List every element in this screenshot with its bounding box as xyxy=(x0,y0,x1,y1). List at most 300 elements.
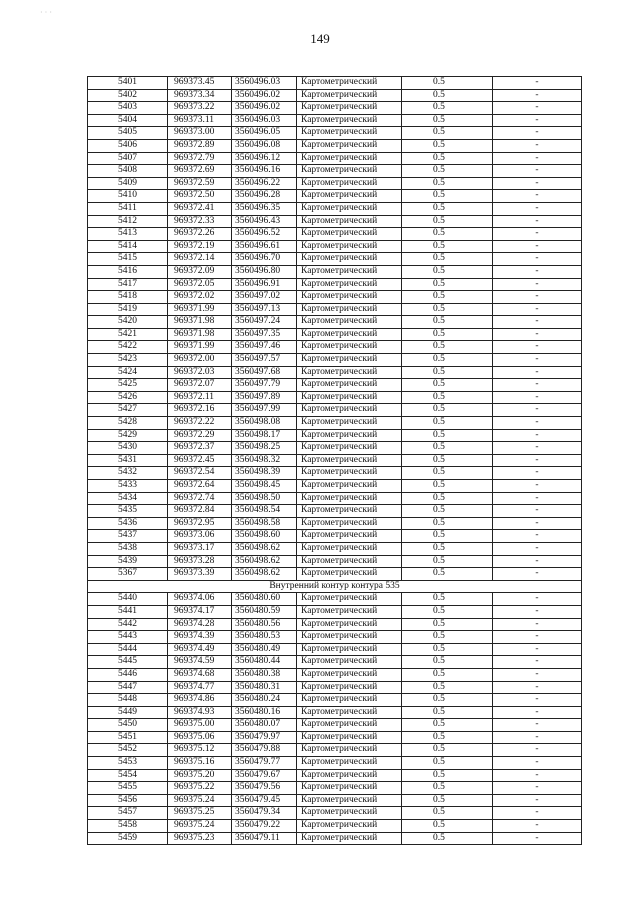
method-cell: Картометрический xyxy=(297,517,402,530)
table-row xyxy=(88,404,582,417)
note-cell: - xyxy=(493,404,582,417)
point-number-cell: 5453 xyxy=(88,757,168,770)
point-number-cell: 5407 xyxy=(88,152,168,165)
x-coordinate-cell: 969375.16 xyxy=(168,757,232,770)
y-coordinate-cell: 3560479.56 xyxy=(232,782,297,795)
table-row xyxy=(88,631,582,644)
table-row xyxy=(88,89,582,102)
x-coordinate-cell: 969374.28 xyxy=(168,618,232,631)
note-cell: - xyxy=(493,668,582,681)
note-cell: - xyxy=(493,316,582,329)
point-number-cell: 5442 xyxy=(88,618,168,631)
note-cell: - xyxy=(493,656,582,669)
y-coordinate-cell: 3560496.22 xyxy=(232,177,297,190)
table-row xyxy=(88,530,582,543)
method-cell: Картометрический xyxy=(297,391,402,404)
point-number-cell: 5404 xyxy=(88,114,168,127)
method-cell: Картометрический xyxy=(297,341,402,354)
table-row xyxy=(88,480,582,493)
point-number-cell: 5434 xyxy=(88,492,168,505)
method-cell: Картометрический xyxy=(297,278,402,291)
point-number-cell: 5423 xyxy=(88,354,168,367)
point-number-cell: 5402 xyxy=(88,89,168,102)
y-coordinate-cell: 3560496.80 xyxy=(232,265,297,278)
accuracy-cell: 0.5 xyxy=(402,341,493,354)
point-number-cell: 5430 xyxy=(88,442,168,455)
table-row xyxy=(88,731,582,744)
method-cell: Картометрический xyxy=(297,77,402,90)
x-coordinate-cell: 969373.34 xyxy=(168,89,232,102)
method-cell: Картометрический xyxy=(297,631,402,644)
note-cell: - xyxy=(493,505,582,518)
y-coordinate-cell: 3560498.50 xyxy=(232,492,297,505)
table-row xyxy=(88,228,582,241)
method-cell: Картометрический xyxy=(297,316,402,329)
point-number-cell: 5414 xyxy=(88,240,168,253)
table-row xyxy=(88,341,582,354)
y-coordinate-cell: 3560497.89 xyxy=(232,391,297,404)
y-coordinate-cell: 3560479.88 xyxy=(232,744,297,757)
point-number-cell: 5437 xyxy=(88,530,168,543)
point-number-cell: 5452 xyxy=(88,744,168,757)
point-number-cell: 5439 xyxy=(88,555,168,568)
note-cell: - xyxy=(493,643,582,656)
y-coordinate-cell: 3560497.57 xyxy=(232,354,297,367)
method-cell: Картометрический xyxy=(297,681,402,694)
note-cell: - xyxy=(493,605,582,618)
y-coordinate-cell: 3560497.79 xyxy=(232,379,297,392)
note-cell: - xyxy=(493,454,582,467)
table-row xyxy=(88,492,582,505)
table-row xyxy=(88,291,582,304)
y-coordinate-cell: 3560496.91 xyxy=(232,278,297,291)
note-cell: - xyxy=(493,719,582,732)
point-number-cell: 5409 xyxy=(88,177,168,190)
point-number-cell: 5367 xyxy=(88,568,168,581)
method-cell: Картометрический xyxy=(297,429,402,442)
table-row xyxy=(88,366,582,379)
accuracy-cell: 0.5 xyxy=(402,807,493,820)
y-coordinate-cell: 3560498.62 xyxy=(232,568,297,581)
y-coordinate-cell: 3560479.97 xyxy=(232,731,297,744)
accuracy-cell: 0.5 xyxy=(402,530,493,543)
method-cell: Картометрический xyxy=(297,366,402,379)
x-coordinate-cell: 969374.59 xyxy=(168,656,232,669)
note-cell: - xyxy=(493,127,582,140)
point-number-cell: 5424 xyxy=(88,366,168,379)
table-row xyxy=(88,668,582,681)
method-cell: Картометрический xyxy=(297,618,402,631)
note-cell: - xyxy=(493,215,582,228)
method-cell: Картометрический xyxy=(297,820,402,833)
note-cell: - xyxy=(493,417,582,430)
y-coordinate-cell: 3560480.24 xyxy=(232,694,297,707)
table-row xyxy=(88,782,582,795)
x-coordinate-cell: 969372.19 xyxy=(168,240,232,253)
x-coordinate-cell: 969372.74 xyxy=(168,492,232,505)
y-coordinate-cell: 3560479.67 xyxy=(232,769,297,782)
table-row xyxy=(88,303,582,316)
note-cell: - xyxy=(493,618,582,631)
method-cell: Картометрический xyxy=(297,769,402,782)
y-coordinate-cell: 3560480.49 xyxy=(232,643,297,656)
accuracy-cell: 0.5 xyxy=(402,366,493,379)
table-row xyxy=(88,77,582,90)
coordinates-table-body xyxy=(88,77,582,845)
x-coordinate-cell: 969375.12 xyxy=(168,744,232,757)
y-coordinate-cell: 3560496.35 xyxy=(232,202,297,215)
accuracy-cell: 0.5 xyxy=(402,480,493,493)
x-coordinate-cell: 969372.05 xyxy=(168,278,232,291)
table-row xyxy=(88,719,582,732)
x-coordinate-cell: 969371.99 xyxy=(168,303,232,316)
x-coordinate-cell: 969372.95 xyxy=(168,517,232,530)
y-coordinate-cell: 3560498.54 xyxy=(232,505,297,518)
table-row xyxy=(88,807,582,820)
x-coordinate-cell: 969374.17 xyxy=(168,605,232,618)
point-number-cell: 5431 xyxy=(88,454,168,467)
note-cell: - xyxy=(493,744,582,757)
accuracy-cell: 0.5 xyxy=(402,757,493,770)
point-number-cell: 5438 xyxy=(88,542,168,555)
x-coordinate-cell: 969372.84 xyxy=(168,505,232,518)
note-cell: - xyxy=(493,366,582,379)
y-coordinate-cell: 3560496.16 xyxy=(232,165,297,178)
method-cell: Картометрический xyxy=(297,480,402,493)
x-coordinate-cell: 969373.11 xyxy=(168,114,232,127)
note-cell: - xyxy=(493,694,582,707)
x-coordinate-cell: 969372.02 xyxy=(168,291,232,304)
note-cell: - xyxy=(493,89,582,102)
table-row xyxy=(88,467,582,480)
y-coordinate-cell: 3560480.60 xyxy=(232,593,297,606)
point-number-cell: 5417 xyxy=(88,278,168,291)
point-number-cell: 5435 xyxy=(88,505,168,518)
table-row xyxy=(88,139,582,152)
method-cell: Картометрический xyxy=(297,454,402,467)
accuracy-cell: 0.5 xyxy=(402,832,493,845)
x-coordinate-cell: 969373.17 xyxy=(168,542,232,555)
accuracy-cell: 0.5 xyxy=(402,706,493,719)
accuracy-cell: 0.5 xyxy=(402,681,493,694)
accuracy-cell: 0.5 xyxy=(402,467,493,480)
x-coordinate-cell: 969375.20 xyxy=(168,769,232,782)
x-coordinate-cell: 969372.29 xyxy=(168,429,232,442)
note-cell: - xyxy=(493,517,582,530)
point-number-cell: 5443 xyxy=(88,631,168,644)
y-coordinate-cell: 3560496.05 xyxy=(232,127,297,140)
y-coordinate-cell: 3560496.61 xyxy=(232,240,297,253)
point-number-cell: 5421 xyxy=(88,328,168,341)
x-coordinate-cell: 969373.22 xyxy=(168,102,232,115)
x-coordinate-cell: 969372.59 xyxy=(168,177,232,190)
y-coordinate-cell: 3560496.03 xyxy=(232,77,297,90)
y-coordinate-cell: 3560496.02 xyxy=(232,102,297,115)
method-cell: Картометрический xyxy=(297,228,402,241)
y-coordinate-cell: 3560496.70 xyxy=(232,253,297,266)
method-cell: Картометрический xyxy=(297,794,402,807)
accuracy-cell: 0.5 xyxy=(402,417,493,430)
note-cell: - xyxy=(493,568,582,581)
y-coordinate-cell: 3560498.62 xyxy=(232,542,297,555)
x-coordinate-cell: 969375.24 xyxy=(168,820,232,833)
y-coordinate-cell: 3560496.43 xyxy=(232,215,297,228)
note-cell: - xyxy=(493,631,582,644)
table-row xyxy=(88,215,582,228)
table-row xyxy=(88,316,582,329)
method-cell: Картометрический xyxy=(297,542,402,555)
point-number-cell: 5401 xyxy=(88,77,168,90)
method-cell: Картометрический xyxy=(297,744,402,757)
table-row xyxy=(88,354,582,367)
point-number-cell: 5422 xyxy=(88,341,168,354)
point-number-cell: 5444 xyxy=(88,643,168,656)
method-cell: Картометрический xyxy=(297,177,402,190)
accuracy-cell: 0.5 xyxy=(402,605,493,618)
point-number-cell: 5419 xyxy=(88,303,168,316)
x-coordinate-cell: 969372.26 xyxy=(168,228,232,241)
note-cell: - xyxy=(493,820,582,833)
x-coordinate-cell: 969372.33 xyxy=(168,215,232,228)
accuracy-cell: 0.5 xyxy=(402,454,493,467)
x-coordinate-cell: 969375.22 xyxy=(168,782,232,795)
note-cell: - xyxy=(493,190,582,203)
method-cell: Картометрический xyxy=(297,190,402,203)
table-row xyxy=(88,681,582,694)
y-coordinate-cell: 3560496.03 xyxy=(232,114,297,127)
method-cell: Картометрический xyxy=(297,404,402,417)
note-cell: - xyxy=(493,165,582,178)
x-coordinate-cell: 969372.54 xyxy=(168,467,232,480)
note-cell: - xyxy=(493,555,582,568)
table-row xyxy=(88,253,582,266)
method-cell: Картометрический xyxy=(297,202,402,215)
section-title: Внутренний контур контура 535 xyxy=(88,580,582,593)
table-row xyxy=(88,328,582,341)
point-number-cell: 5427 xyxy=(88,404,168,417)
point-number-cell: 5454 xyxy=(88,769,168,782)
y-coordinate-cell: 3560480.31 xyxy=(232,681,297,694)
table-row xyxy=(88,794,582,807)
note-cell: - xyxy=(493,253,582,266)
note-cell: - xyxy=(493,328,582,341)
note-cell: - xyxy=(493,379,582,392)
point-number-cell: 5420 xyxy=(88,316,168,329)
point-number-cell: 5412 xyxy=(88,215,168,228)
accuracy-cell: 0.5 xyxy=(402,114,493,127)
accuracy-cell: 0.5 xyxy=(402,278,493,291)
accuracy-cell: 0.5 xyxy=(402,492,493,505)
table-row xyxy=(88,706,582,719)
point-number-cell: 5446 xyxy=(88,668,168,681)
y-coordinate-cell: 3560498.25 xyxy=(232,442,297,455)
x-coordinate-cell: 969374.77 xyxy=(168,681,232,694)
x-coordinate-cell: 969374.06 xyxy=(168,593,232,606)
accuracy-cell: 0.5 xyxy=(402,328,493,341)
y-coordinate-cell: 3560498.62 xyxy=(232,555,297,568)
table-row xyxy=(88,379,582,392)
x-coordinate-cell: 969371.99 xyxy=(168,341,232,354)
table-row xyxy=(88,555,582,568)
note-cell: - xyxy=(493,429,582,442)
accuracy-cell: 0.5 xyxy=(402,152,493,165)
point-number-cell: 5426 xyxy=(88,391,168,404)
method-cell: Картометрический xyxy=(297,102,402,115)
y-coordinate-cell: 3560479.22 xyxy=(232,820,297,833)
x-coordinate-cell: 969375.24 xyxy=(168,794,232,807)
method-cell: Картометрический xyxy=(297,215,402,228)
accuracy-cell: 0.5 xyxy=(402,517,493,530)
y-coordinate-cell: 3560496.52 xyxy=(232,228,297,241)
y-coordinate-cell: 3560480.38 xyxy=(232,668,297,681)
method-cell: Картометрический xyxy=(297,303,402,316)
table-row xyxy=(88,102,582,115)
method-cell: Картометрический xyxy=(297,265,402,278)
point-number-cell: 5416 xyxy=(88,265,168,278)
table-row xyxy=(88,165,582,178)
x-coordinate-cell: 969372.89 xyxy=(168,139,232,152)
accuracy-cell: 0.5 xyxy=(402,316,493,329)
x-coordinate-cell: 969373.39 xyxy=(168,568,232,581)
x-coordinate-cell: 969373.06 xyxy=(168,530,232,543)
accuracy-cell: 0.5 xyxy=(402,139,493,152)
accuracy-cell: 0.5 xyxy=(402,202,493,215)
method-cell: Картометрический xyxy=(297,807,402,820)
note-cell: - xyxy=(493,114,582,127)
method-cell: Картометрический xyxy=(297,240,402,253)
note-cell: - xyxy=(493,102,582,115)
page-number: 149 xyxy=(310,31,330,46)
method-cell: Картометрический xyxy=(297,530,402,543)
x-coordinate-cell: 969374.93 xyxy=(168,706,232,719)
note-cell: - xyxy=(493,731,582,744)
y-coordinate-cell: 3560498.58 xyxy=(232,517,297,530)
accuracy-cell: 0.5 xyxy=(402,177,493,190)
y-coordinate-cell: 3560480.16 xyxy=(232,706,297,719)
x-coordinate-cell: 969373.00 xyxy=(168,127,232,140)
point-number-cell: 5459 xyxy=(88,832,168,845)
table-row xyxy=(88,757,582,770)
y-coordinate-cell: 3560498.39 xyxy=(232,467,297,480)
method-cell: Картометрический xyxy=(297,89,402,102)
method-cell: Картометрический xyxy=(297,505,402,518)
note-cell: - xyxy=(493,769,582,782)
table-row xyxy=(88,265,582,278)
point-number-cell: 5455 xyxy=(88,782,168,795)
table-row xyxy=(88,820,582,833)
table-row xyxy=(88,391,582,404)
table-row xyxy=(88,505,582,518)
method-cell: Картометрический xyxy=(297,757,402,770)
y-coordinate-cell: 3560498.17 xyxy=(232,429,297,442)
accuracy-cell: 0.5 xyxy=(402,165,493,178)
point-number-cell: 5449 xyxy=(88,706,168,719)
method-cell: Картометрический xyxy=(297,492,402,505)
method-cell: Картометрический xyxy=(297,467,402,480)
method-cell: Картометрический xyxy=(297,114,402,127)
method-cell: Картометрический xyxy=(297,706,402,719)
scan-artifact: · · · xyxy=(40,8,52,17)
note-cell: - xyxy=(493,530,582,543)
note-cell: - xyxy=(493,391,582,404)
x-coordinate-cell: 969372.07 xyxy=(168,379,232,392)
point-number-cell: 5429 xyxy=(88,429,168,442)
method-cell: Картометрический xyxy=(297,291,402,304)
method-cell: Картометрический xyxy=(297,568,402,581)
table-row xyxy=(88,744,582,757)
accuracy-cell: 0.5 xyxy=(402,391,493,404)
point-number-cell: 5432 xyxy=(88,467,168,480)
x-coordinate-cell: 969373.45 xyxy=(168,77,232,90)
y-coordinate-cell: 3560479.11 xyxy=(232,832,297,845)
method-cell: Картометрический xyxy=(297,442,402,455)
accuracy-cell: 0.5 xyxy=(402,769,493,782)
note-cell: - xyxy=(493,832,582,845)
x-coordinate-cell: 969372.69 xyxy=(168,165,232,178)
point-number-cell: 5425 xyxy=(88,379,168,392)
y-coordinate-cell: 3560497.24 xyxy=(232,316,297,329)
point-number-cell: 5403 xyxy=(88,102,168,115)
x-coordinate-cell: 969374.49 xyxy=(168,643,232,656)
y-coordinate-cell: 3560496.28 xyxy=(232,190,297,203)
table-row xyxy=(88,517,582,530)
note-cell: - xyxy=(493,177,582,190)
table-row xyxy=(88,190,582,203)
accuracy-cell: 0.5 xyxy=(402,555,493,568)
accuracy-cell: 0.5 xyxy=(402,631,493,644)
point-number-cell: 5440 xyxy=(88,593,168,606)
accuracy-cell: 0.5 xyxy=(402,744,493,757)
table-row xyxy=(88,643,582,656)
accuracy-cell: 0.5 xyxy=(402,379,493,392)
method-cell: Картометрический xyxy=(297,152,402,165)
x-coordinate-cell: 969375.25 xyxy=(168,807,232,820)
x-coordinate-cell: 969372.00 xyxy=(168,354,232,367)
table-row xyxy=(88,656,582,669)
y-coordinate-cell: 3560498.45 xyxy=(232,480,297,493)
y-coordinate-cell: 3560498.08 xyxy=(232,417,297,430)
table-row xyxy=(88,832,582,845)
x-coordinate-cell: 969372.16 xyxy=(168,404,232,417)
x-coordinate-cell: 969372.11 xyxy=(168,391,232,404)
point-number-cell: 5450 xyxy=(88,719,168,732)
accuracy-cell: 0.5 xyxy=(402,354,493,367)
method-cell: Картометрический xyxy=(297,656,402,669)
point-number-cell: 5447 xyxy=(88,681,168,694)
accuracy-cell: 0.5 xyxy=(402,429,493,442)
note-cell: - xyxy=(493,240,582,253)
table-row xyxy=(88,177,582,190)
point-number-cell: 5418 xyxy=(88,291,168,304)
accuracy-cell: 0.5 xyxy=(402,731,493,744)
point-number-cell: 5411 xyxy=(88,202,168,215)
y-coordinate-cell: 3560497.99 xyxy=(232,404,297,417)
y-coordinate-cell: 3560480.59 xyxy=(232,605,297,618)
y-coordinate-cell: 3560480.56 xyxy=(232,618,297,631)
table-row xyxy=(88,152,582,165)
method-cell: Картометрический xyxy=(297,593,402,606)
note-cell: - xyxy=(493,681,582,694)
note-cell: - xyxy=(493,757,582,770)
accuracy-cell: 0.5 xyxy=(402,102,493,115)
method-cell: Картометрический xyxy=(297,354,402,367)
method-cell: Картометрический xyxy=(297,605,402,618)
y-coordinate-cell: 3560496.08 xyxy=(232,139,297,152)
accuracy-cell: 0.5 xyxy=(402,404,493,417)
method-cell: Картометрический xyxy=(297,719,402,732)
accuracy-cell: 0.5 xyxy=(402,719,493,732)
x-coordinate-cell: 969372.22 xyxy=(168,417,232,430)
